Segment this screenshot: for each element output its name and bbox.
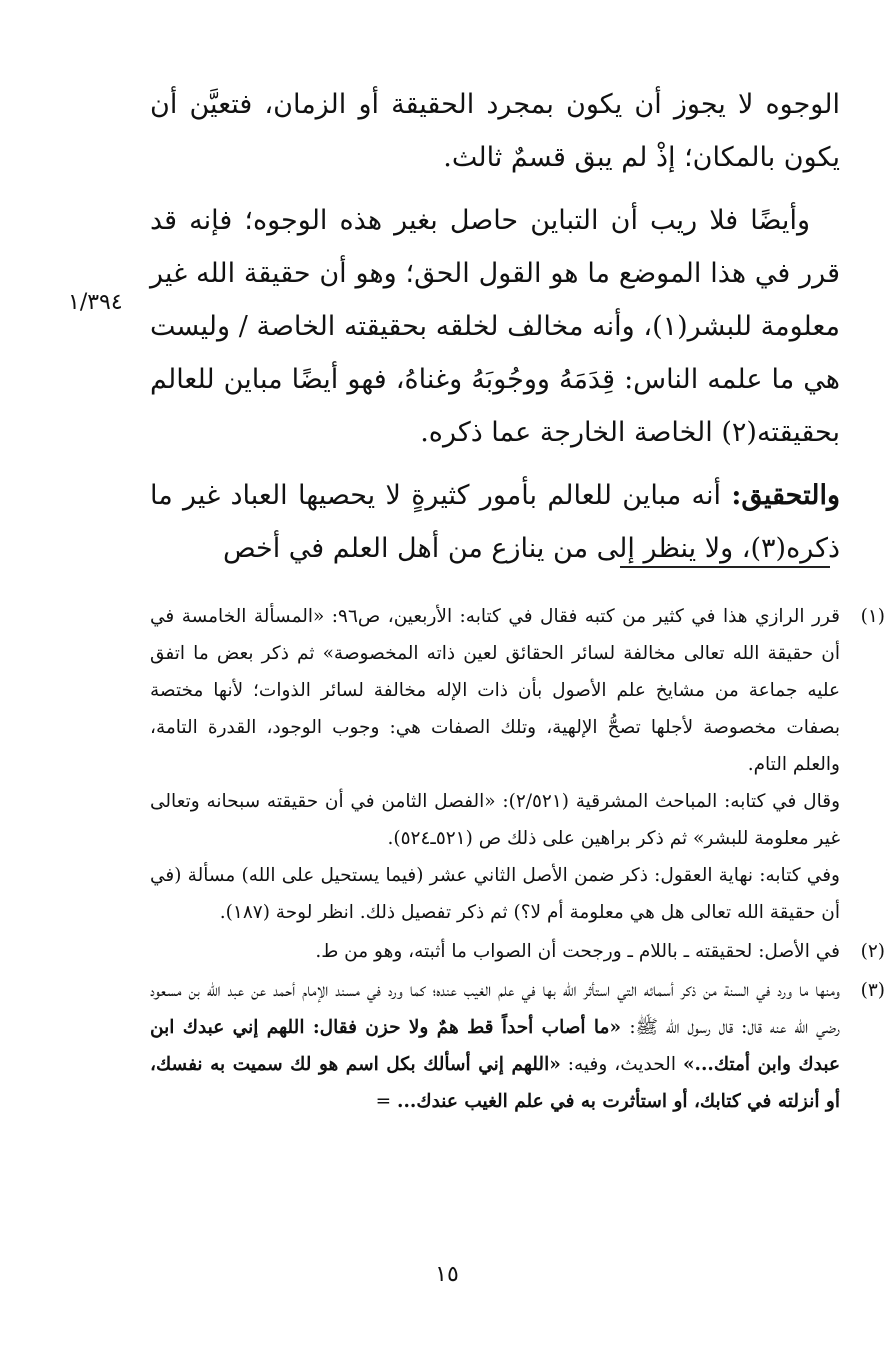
footnote-paragraph: في الأصل: لحقيقته ـ باللام ـ ورجحت أن الصواب ما أثبته، وهو من ط. [315, 941, 840, 962]
footnote-paragraph: قرر الرازي هذا في كثير من كتبه فقال في كتابه: الأربعين، ص٩٦: «المسألة الخامسة في أن حقيقة الله تعالى مخالفة لسائر الحقائق لعين ذاته المخصوصة» ثم ذكر بعض ما اتفق عليه جماعة من مشايخ علم الأصول بأن ذات الإله مخالفة لسائر الذوات؛ لأنها مختصة بصفات مخصوصة لأجلها تصحُّ الإلهية، وتلك الصفات هي: وجوب الوجود، القدرة التامة، والعلم التام. [150, 606, 840, 775]
footnote-separator [620, 566, 830, 568]
footnote-paragraph: وقال في كتابه: المباحث المشرقية (٢/٥٢١): «الفصل الثامن في أن حقيقته سبحانه وتعالى غير معلومة للبشر» ثم ذكر براهين على ذلك ص (٥٢١ـ٥٢٤). [150, 791, 840, 849]
page-number: ١٥ [435, 1262, 459, 1287]
main-paragraph-3-text: أنه مباين للعالم بأمور كثيرةٍ لا يحصيها العباد غير ما ذكره(٣)، ولا ينظر إلى من ينازع من أهل العلم في أخص [150, 480, 840, 564]
hadith-quote-1: «ما أصاب أحداً قط همٌ ولا حزن فقال: اللهم إني عبدك ابن عبدك وابن أمتك...» [150, 1017, 840, 1075]
footnote-2 [150, 933, 885, 970]
continuation-mark: = [375, 1091, 398, 1112]
main-paragraph-3 [150, 469, 840, 575]
footnote-paragraph: وفي كتابه: نهاية العقول: ذكر ضمن الأصل الثاني عشر (فيما يستحيل على الله) مسألة (في أن حقيقة الله تعالى هل هي معلومة أم لا؟) ثم ذكر تفصيل ذلك. انظر لوحة (١٨٧). [150, 865, 840, 923]
marginal-manuscript-reference: ١/٣٩٤ [68, 290, 123, 315]
main-paragraph-1: الوجوه لا يجوز أن يكون بمجرد الحقيقة أو الزمان، فتعيَّن أن يكون بالمكان؛ إذْ لم يبق قسمٌ ثالث. [150, 89, 840, 173]
footnote-1 [150, 598, 885, 931]
main-paragraph-2: وأيضًا فلا ريب أن التباين حاصل بغير هذه الوجوه؛ فإنه قد قرر في هذا الموضع ما هو القول الحق؛ وهو أن حقيقة الله غير معلومة للبشر(١)، وأنه مخالف لخلقه بحقيقته الخاصة / وليست هي ما علمه الناس: قِدَمَهُ ووجُوبَهُ وغناهُ، فهو أيضًا مباين للعالم بحقيقته(٢) الخاصة الخارجة عما ذكره. [150, 205, 840, 448]
footnote-number: (٢) [860, 941, 885, 962]
footnote-paragraph [150, 972, 840, 1120]
footnotes-section [150, 598, 885, 1122]
tahqiq-heading: والتحقيق: [731, 480, 840, 511]
footnote-number: (٣) [860, 980, 885, 1001]
main-text-body [150, 78, 840, 585]
footnote-text: ومنها ما ورد في السنة من ذكر أسمائه التي استأثر الله بها في علم الغيب عنده؛ كما ورد في مسند الإمام أحمد عن عبد الله بن مسعود رضي الله عنه قال: قال رسول الله ﷺ: [150, 980, 840, 1038]
footnote-3 [150, 972, 885, 1120]
footnote-number: (١) [860, 606, 885, 627]
hadith-quote-2: «اللهم إني أسألك بكل اسم هو لك سميت به نفسك، أو أنزلته في كتابك، أو استأثرت به في علم الغيب عندك... [150, 1054, 840, 1112]
footnote-text: الحديث، وفيه: [560, 1054, 683, 1075]
